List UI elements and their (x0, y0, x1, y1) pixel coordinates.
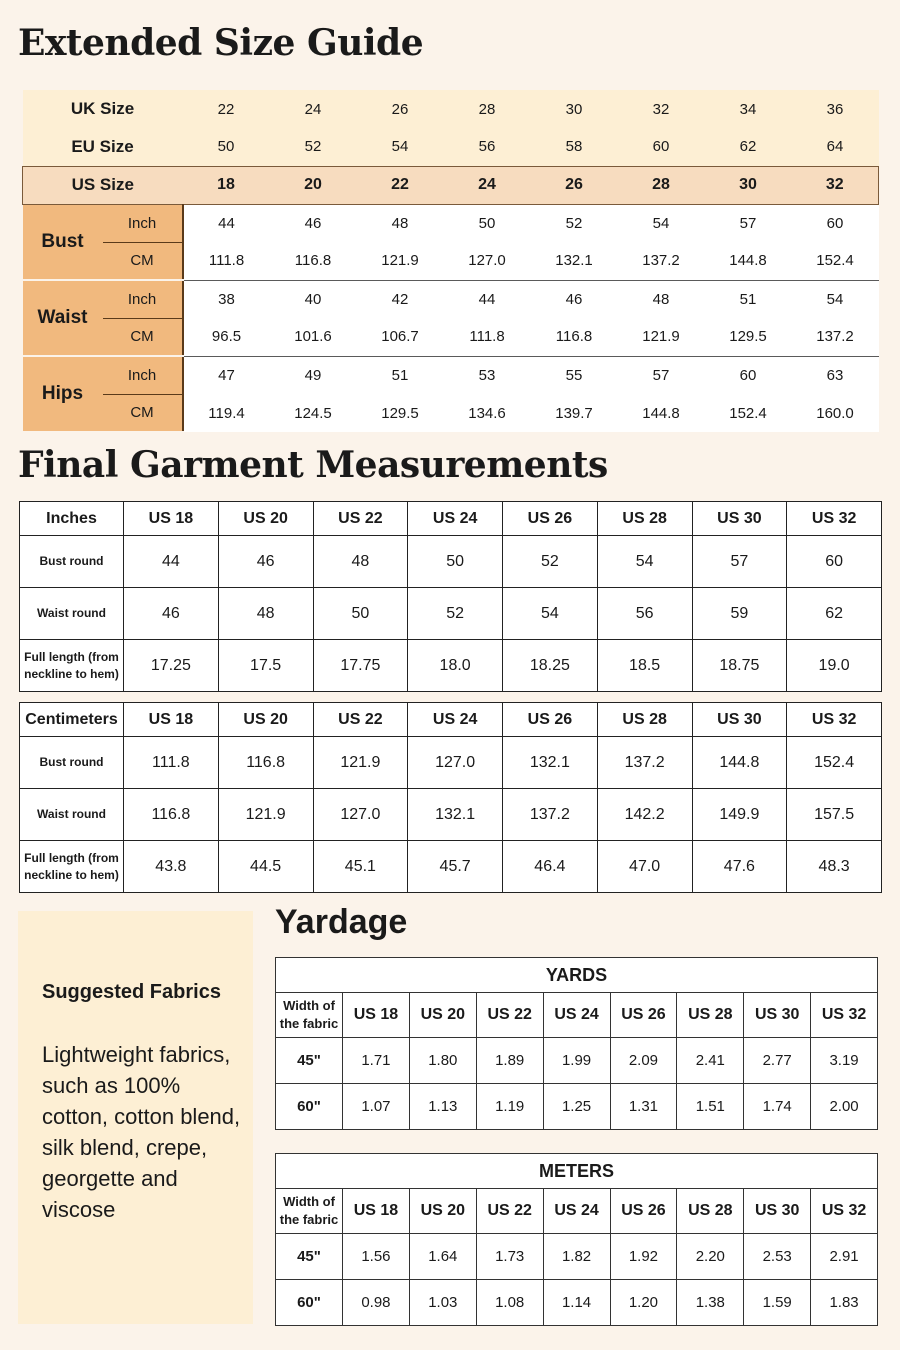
garment-row (20, 841, 882, 893)
garment-value-cell: 48.3 (787, 841, 882, 893)
page-title-extended-size-guide: Extended Size Guide (18, 22, 424, 64)
extended-size-guide-table (22, 90, 879, 433)
size-row-label: US Size (23, 166, 183, 204)
garment-row-label: Full length (from neckline to hem) (20, 640, 124, 692)
yardage-value-cell: 1.13 (409, 1084, 476, 1130)
yardage-size-header: US 20 (409, 1189, 476, 1234)
unit-label: Inch (103, 356, 183, 394)
waist-inch-row (23, 280, 879, 318)
garment-value-cell: 17.25 (124, 640, 219, 692)
size-cell: 62 (739, 138, 757, 156)
measurement-cell: 48 (357, 204, 444, 242)
measurement-cell: 101.6 (270, 318, 357, 356)
garment-size-header: US 22 (313, 703, 408, 737)
measurement-cell: 63 (792, 356, 879, 394)
yardage-value-cell: 2.20 (677, 1234, 744, 1280)
size-cell: 22 (217, 100, 235, 118)
measurement-cell: 137.2 (618, 242, 705, 280)
size-cell: 30 (705, 166, 792, 204)
garment-value-cell: 18.25 (503, 640, 598, 692)
garment-value-cell: 157.5 (787, 789, 882, 841)
yardage-value-cell: 1.56 (343, 1234, 410, 1280)
measurement-cell: 51 (705, 280, 792, 318)
yardage-value-cell: 1.14 (543, 1280, 610, 1326)
garment-value-cell: 59 (692, 588, 787, 640)
garment-value-cell: 48 (313, 536, 408, 588)
garment-value-cell: 45.7 (408, 841, 503, 893)
yardage-value-cell: 1.74 (744, 1084, 811, 1130)
garment-value-cell: 137.2 (503, 789, 598, 841)
measurement-cell: 46 (270, 204, 357, 242)
garment-value-cell: 142.2 (597, 789, 692, 841)
garment-size-header: US 18 (124, 703, 219, 737)
size-cell: 58 (565, 138, 583, 156)
yardage-value-cell: 1.20 (610, 1280, 677, 1326)
garment-value-cell: 45.1 (313, 841, 408, 893)
yardage-value-cell: 1.19 (476, 1084, 543, 1130)
garment-value-cell: 46.4 (503, 841, 598, 893)
garment-row (20, 588, 882, 640)
garment-value-cell: 57 (692, 536, 787, 588)
yardage-size-header: US 20 (409, 993, 476, 1038)
yardage-value-cell: 0.98 (343, 1280, 410, 1326)
garment-value-cell: 132.1 (408, 789, 503, 841)
yardage-value-cell: 1.89 (476, 1038, 543, 1084)
measurement-cell: 49 (270, 356, 357, 394)
size-cell: 22 (357, 166, 444, 204)
measurement-cell: 134.6 (444, 394, 531, 432)
bust-cm-row (23, 242, 879, 280)
garment-value-cell: 50 (408, 536, 503, 588)
yardage-value-cell: 2.41 (677, 1038, 744, 1084)
size-row-label: UK Size (70, 99, 135, 118)
garment-row-label: Waist round (20, 789, 124, 841)
garment-value-cell: 116.8 (124, 789, 219, 841)
size-cell: 60 (652, 138, 670, 156)
garment-size-header: US 26 (503, 703, 598, 737)
garment-row-label: Full length (from neckline to hem) (20, 841, 124, 893)
size-cell: 56 (478, 138, 496, 156)
yardage-value-cell: 1.92 (610, 1234, 677, 1280)
measurement-cell: 40 (270, 280, 357, 318)
measurement-cell: 121.9 (357, 242, 444, 280)
measurement-cell: 144.8 (618, 394, 705, 432)
garment-value-cell: 48 (218, 588, 313, 640)
yardage-value-cell: 1.73 (476, 1234, 543, 1280)
garment-value-cell: 17.75 (313, 640, 408, 692)
garment-value-cell: 17.5 (218, 640, 313, 692)
unit-label: Inch (103, 204, 183, 242)
yardage-value-cell: 1.51 (677, 1084, 744, 1130)
yardage-size-header: US 24 (543, 1189, 610, 1234)
unit-label: CM (103, 318, 183, 356)
eu-size-row (23, 128, 879, 166)
garment-unit-header: Inches (20, 502, 124, 536)
yardage-width-header: Width of the fabric (276, 1189, 343, 1234)
garment-value-cell: 47.0 (597, 841, 692, 893)
waist-cm-row (23, 318, 879, 356)
measurement-cell: 111.8 (444, 318, 531, 356)
yardage-size-header: US 26 (610, 993, 677, 1038)
garment-value-cell: 18.0 (408, 640, 503, 692)
size-cell: 32 (792, 166, 879, 204)
garment-value-cell: 137.2 (597, 737, 692, 789)
measurement-cell: 106.7 (357, 318, 444, 356)
measurement-cell: 160.0 (792, 394, 879, 432)
yardage-caption: METERS (276, 1154, 878, 1189)
yardage-row (276, 1280, 878, 1326)
yardage-value-cell: 3.19 (811, 1038, 878, 1084)
size-cell: 34 (739, 100, 757, 118)
garment-value-cell: 50 (313, 588, 408, 640)
yardage-size-header: US 30 (744, 1189, 811, 1234)
garment-row-label: Bust round (20, 536, 124, 588)
measurement-cell: 96.5 (183, 318, 270, 356)
measurement-cell: 47 (183, 356, 270, 394)
measurement-cell: 139.7 (531, 394, 618, 432)
measurement-cell: 48 (618, 280, 705, 318)
garment-value-cell: 46 (218, 536, 313, 588)
garment-value-cell: 43.8 (124, 841, 219, 893)
measurement-cell: 57 (618, 356, 705, 394)
garment-size-header: US 32 (787, 703, 882, 737)
yardage-size-header: US 26 (610, 1189, 677, 1234)
measurement-cell: 50 (444, 204, 531, 242)
yardage-value-cell: 1.82 (543, 1234, 610, 1280)
garment-value-cell: 54 (597, 536, 692, 588)
garment-size-header: US 20 (218, 502, 313, 536)
yardage-value-cell: 1.64 (409, 1234, 476, 1280)
garment-row (20, 737, 882, 789)
yardage-size-header: US 22 (476, 1189, 543, 1234)
garment-value-cell: 60 (787, 536, 882, 588)
garment-value-cell: 132.1 (503, 737, 598, 789)
yardage-row (276, 1084, 878, 1130)
bust-inch-row (23, 204, 879, 242)
yardage-value-cell: 1.31 (610, 1084, 677, 1130)
garment-size-header: US 30 (692, 502, 787, 536)
yardage-title: Yardage (275, 903, 408, 941)
garment-row (20, 789, 882, 841)
unit-label: CM (103, 242, 183, 280)
yardage-header-row (276, 1189, 878, 1234)
yardage-value-cell: 1.83 (811, 1280, 878, 1326)
size-cell: 50 (217, 138, 235, 156)
yardage-value-cell: 1.38 (677, 1280, 744, 1326)
yardage-meters-table (275, 1153, 878, 1326)
yardage-value-cell: 1.25 (543, 1084, 610, 1130)
yardage-caption-row (276, 958, 878, 993)
measurement-cell: 137.2 (792, 318, 879, 356)
garment-value-cell: 144.8 (692, 737, 787, 789)
yardage-size-header: US 28 (677, 1189, 744, 1234)
garment-value-cell: 54 (503, 588, 598, 640)
size-cell: 24 (444, 166, 531, 204)
yardage-caption: YARDS (276, 958, 878, 993)
suggested-fabrics-panel (18, 911, 253, 1324)
measurement-group-label: Bust (23, 204, 103, 280)
garment-size-header: US 24 (408, 703, 503, 737)
size-cell: 26 (531, 166, 618, 204)
yardage-row (276, 1038, 878, 1084)
measurement-cell: 119.4 (183, 394, 270, 432)
size-cell: 28 (478, 100, 496, 118)
yardage-value-cell: 2.77 (744, 1038, 811, 1084)
size-cell: 32 (652, 100, 670, 118)
fabric-width-cell: 60" (276, 1280, 343, 1326)
garment-size-header: US 18 (124, 502, 219, 536)
measurement-cell: 44 (183, 204, 270, 242)
suggested-fabrics-title: Suggested Fabrics (42, 981, 221, 1003)
yardage-value-cell: 1.08 (476, 1280, 543, 1326)
garment-value-cell: 52 (503, 536, 598, 588)
measurement-cell: 129.5 (357, 394, 444, 432)
uk-size-row (23, 90, 879, 128)
measurement-cell: 121.9 (618, 318, 705, 356)
garment-header-row (20, 703, 882, 737)
measurement-cell: 46 (531, 280, 618, 318)
measurement-cell: 38 (183, 280, 270, 318)
garment-value-cell: 121.9 (218, 789, 313, 841)
size-cell: 30 (565, 100, 583, 118)
measurement-cell: 54 (618, 204, 705, 242)
size-cell: 54 (391, 138, 409, 156)
yardage-size-header: US 30 (744, 993, 811, 1038)
measurement-cell: 44 (444, 280, 531, 318)
measurement-cell: 124.5 (270, 394, 357, 432)
yardage-value-cell: 1.07 (343, 1084, 410, 1130)
garment-value-cell: 116.8 (218, 737, 313, 789)
yardage-value-cell: 1.03 (409, 1280, 476, 1326)
hips-cm-row (23, 394, 879, 432)
size-cell: 28 (618, 166, 705, 204)
garment-row (20, 640, 882, 692)
measurement-cell: 53 (444, 356, 531, 394)
measurement-cell: 116.8 (270, 242, 357, 280)
garment-size-header: US 26 (503, 502, 598, 536)
garment-row-label: Waist round (20, 588, 124, 640)
garment-size-header: US 22 (313, 502, 408, 536)
size-row-label: EU Size (71, 136, 134, 156)
measurement-cell: 57 (705, 204, 792, 242)
measurement-cell: 144.8 (705, 242, 792, 280)
yardage-size-header: US 18 (343, 1189, 410, 1234)
measurement-cell: 55 (531, 356, 618, 394)
garment-value-cell: 46 (124, 588, 219, 640)
garment-value-cell: 44 (124, 536, 219, 588)
garment-value-cell: 149.9 (692, 789, 787, 841)
yardage-value-cell: 1.71 (343, 1038, 410, 1084)
measurement-cell: 129.5 (705, 318, 792, 356)
measurement-cell: 116.8 (531, 318, 618, 356)
garment-size-header: US 32 (787, 502, 882, 536)
yardage-size-header: US 28 (677, 993, 744, 1038)
yardage-value-cell: 1.80 (409, 1038, 476, 1084)
garment-value-cell: 18.5 (597, 640, 692, 692)
fabric-width-cell: 60" (276, 1084, 343, 1130)
garment-size-header: US 30 (692, 703, 787, 737)
fabric-width-cell: 45" (276, 1234, 343, 1280)
yardage-width-header: Width of the fabric (276, 993, 343, 1038)
yardage-value-cell: 1.99 (543, 1038, 610, 1084)
unit-label: CM (103, 394, 183, 432)
measurement-group-label: Hips (23, 356, 103, 432)
measurement-cell: 111.8 (183, 242, 270, 280)
garment-value-cell: 127.0 (408, 737, 503, 789)
yardage-header-row (276, 993, 878, 1038)
size-cell: 64 (826, 138, 844, 156)
garment-value-cell: 56 (597, 588, 692, 640)
suggested-fabrics-text: Lightweight fabrics, such as 100% cotton, cotton blend, silk blend, crepe, georgette and viscose (42, 1042, 241, 1222)
garment-value-cell: 111.8 (124, 737, 219, 789)
size-cell: 18 (183, 166, 270, 204)
yardage-value-cell: 2.53 (744, 1234, 811, 1280)
garment-size-header: US 24 (408, 502, 503, 536)
fabric-width-cell: 45" (276, 1038, 343, 1084)
yardage-size-header: US 32 (811, 1189, 878, 1234)
hips-inch-row (23, 356, 879, 394)
us-size-row (23, 166, 879, 204)
garment-value-cell: 52 (408, 588, 503, 640)
yardage-size-header: US 32 (811, 993, 878, 1038)
measurement-cell: 152.4 (792, 242, 879, 280)
size-cell: 20 (270, 166, 357, 204)
garment-centimeters-table (19, 702, 882, 893)
yardage-row (276, 1234, 878, 1280)
garment-value-cell: 152.4 (787, 737, 882, 789)
garment-inches-table (19, 501, 882, 692)
garment-size-header: US 28 (597, 703, 692, 737)
page-title-final-garment-measurements: Final Garment Measurements (18, 444, 608, 486)
yardage-yards-table (275, 957, 878, 1130)
garment-value-cell: 127.0 (313, 789, 408, 841)
measurement-cell: 60 (792, 204, 879, 242)
measurement-cell: 54 (792, 280, 879, 318)
garment-size-header: US 28 (597, 502, 692, 536)
measurement-cell: 60 (705, 356, 792, 394)
yardage-caption-row (276, 1154, 878, 1189)
measurement-cell: 52 (531, 204, 618, 242)
garment-row (20, 536, 882, 588)
garment-row-label: Bust round (20, 737, 124, 789)
measurement-cell: 127.0 (444, 242, 531, 280)
size-cell: 24 (304, 100, 322, 118)
garment-value-cell: 19.0 (787, 640, 882, 692)
yardage-size-header: US 24 (543, 993, 610, 1038)
size-cell: 26 (391, 100, 409, 118)
garment-value-cell: 44.5 (218, 841, 313, 893)
yardage-value-cell: 2.00 (811, 1084, 878, 1130)
garment-value-cell: 18.75 (692, 640, 787, 692)
yardage-value-cell: 2.91 (811, 1234, 878, 1280)
measurement-group-label: Waist (23, 280, 103, 356)
garment-header-row (20, 502, 882, 536)
size-cell: 52 (304, 138, 322, 156)
measurement-cell: 42 (357, 280, 444, 318)
garment-value-cell: 47.6 (692, 841, 787, 893)
yardage-value-cell: 1.59 (744, 1280, 811, 1326)
garment-value-cell: 62 (787, 588, 882, 640)
measurement-cell: 51 (357, 356, 444, 394)
size-cell: 36 (826, 100, 844, 118)
yardage-value-cell: 2.09 (610, 1038, 677, 1084)
yardage-size-header: US 18 (343, 993, 410, 1038)
measurement-cell: 152.4 (705, 394, 792, 432)
unit-label: Inch (103, 280, 183, 318)
garment-unit-header: Centimeters (20, 703, 124, 737)
garment-size-header: US 20 (218, 703, 313, 737)
yardage-size-header: US 22 (476, 993, 543, 1038)
garment-value-cell: 121.9 (313, 737, 408, 789)
measurement-cell: 132.1 (531, 242, 618, 280)
